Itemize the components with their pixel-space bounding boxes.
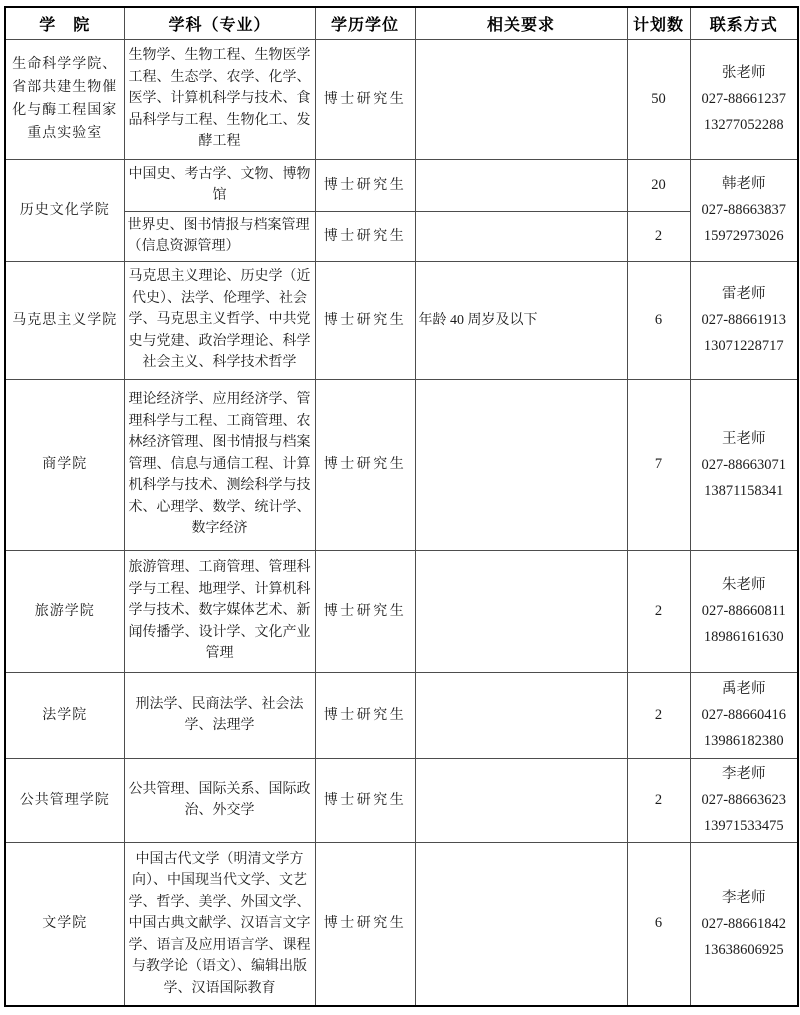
contact-phone: 027-88661237	[701, 91, 787, 107]
degree-cell: 博士研究生	[315, 379, 415, 550]
plan-cell: 6	[627, 261, 690, 379]
table-row	[5, 261, 798, 379]
college-cell: 旅游学院	[5, 550, 124, 672]
college-cell: 商学院	[5, 379, 124, 550]
table-row	[5, 39, 798, 159]
plan-cell: 20	[627, 159, 690, 211]
requirement-cell	[415, 39, 627, 159]
majors-cell: 中国史、考古学、文物、博物馆	[124, 159, 315, 211]
table-row	[5, 672, 798, 758]
table-row	[5, 550, 798, 672]
contact-phone: 13071228717	[703, 338, 784, 354]
contact-name: 李老师	[722, 766, 766, 782]
contact-phone: 18986161630	[703, 629, 784, 645]
majors-cell: 生物学、生物工程、生物医学工程、生态学、农学、化学、医学、计算机科学与技术、食品科学与工程、生物化工、发酵工程	[124, 39, 315, 159]
contact-cell	[690, 379, 798, 550]
header-majors: 学科（专业）	[124, 7, 315, 39]
contact-cell	[690, 39, 798, 159]
plan-cell: 2	[627, 758, 690, 842]
contact-cell	[690, 159, 798, 261]
contact-phone: 027-88663837	[701, 202, 787, 218]
header-plan: 计划数	[627, 7, 690, 39]
contact-phone: 13638606925	[703, 941, 784, 958]
table-header-row	[5, 7, 798, 39]
contact-name: 禹老师	[722, 681, 766, 697]
college-cell: 法学院	[5, 672, 124, 758]
college-cell: 文学院	[5, 842, 124, 1006]
requirement-cell	[415, 211, 627, 261]
contact-cell	[690, 550, 798, 672]
contact-phone: 027-88661913	[701, 312, 787, 328]
college-cell: 马克思主义学院	[5, 261, 124, 379]
header-degree: 学历学位	[315, 7, 415, 39]
table-row	[5, 379, 798, 550]
requirement-cell	[415, 379, 627, 550]
contact-phone: 13971533475	[703, 818, 784, 834]
degree-cell: 博士研究生	[315, 39, 415, 159]
requirement-cell	[415, 159, 627, 211]
table-row	[5, 159, 798, 211]
degree-cell: 博士研究生	[315, 550, 415, 672]
degree-cell: 博士研究生	[315, 211, 415, 261]
majors-cell: 旅游管理、工商管理、管理科学与工程、地理学、计算机科学与技术、数字媒体艺术、新闻传播学、设计学、文化产业管理	[124, 550, 315, 672]
recruitment-table	[4, 6, 799, 1007]
header-college: 学 院	[5, 7, 124, 39]
majors-cell: 马克思主义理论、历史学（近代史）、法学、伦理学、社会学、马克思主义哲学、中共党史与党建、政治学理论、科学社会主义、科学技术哲学	[124, 261, 315, 379]
plan-cell: 6	[627, 842, 690, 1006]
contact-cell	[690, 261, 798, 379]
contact-phone: 13871158341	[704, 482, 784, 499]
plan-cell: 7	[627, 379, 690, 550]
degree-cell: 博士研究生	[315, 159, 415, 211]
table-row	[5, 211, 798, 261]
college-cell: 生命科学学院、省部共建生物催化与酶工程国家重点实验室	[5, 39, 124, 159]
contact-name: 朱老师	[722, 577, 766, 593]
requirement-cell	[415, 758, 627, 842]
majors-cell: 公共管理、国际关系、国际政治、外交学	[124, 758, 315, 842]
requirement-cell	[415, 672, 627, 758]
plan-cell: 2	[627, 550, 690, 672]
contact-phone: 13986182380	[703, 733, 784, 749]
degree-cell: 博士研究生	[315, 758, 415, 842]
contact-phone: 13277052288	[703, 117, 784, 133]
majors-cell: 刑法学、民商法学、社会法学、法理学	[124, 672, 315, 758]
contact-cell	[690, 842, 798, 1006]
contact-name: 雷老师	[722, 286, 766, 302]
plan-cell: 50	[627, 39, 690, 159]
majors-cell: 世界史、图书情报与档案管理（信息资源管理）	[124, 211, 315, 261]
degree-cell: 博士研究生	[315, 261, 415, 379]
plan-cell: 2	[627, 672, 690, 758]
majors-cell: 理论经济学、应用经济学、管理科学与工程、工商管理、农林经济管理、图书情报与档案管理、信息与通信工程、计算机科学与技术、测绘科学与技术、心理学、数学、统计学、数字经济	[124, 379, 315, 550]
table-row	[5, 842, 798, 1006]
contact-name: 王老师	[722, 430, 766, 447]
college-cell: 公共管理学院	[5, 758, 124, 842]
contact-phone: 027-88660416	[701, 707, 787, 723]
header-contact: 联系方式	[690, 7, 798, 39]
contact-name: 李老师	[722, 889, 766, 906]
requirement-cell: 年龄 40 周岁及以下	[415, 261, 627, 379]
contact-phone: 15972973026	[703, 228, 784, 244]
header-requirement: 相关要求	[415, 7, 627, 39]
contact-phone: 027-88660811	[701, 603, 786, 619]
degree-cell: 博士研究生	[315, 672, 415, 758]
contact-name: 韩老师	[722, 176, 766, 192]
majors-cell: 中国古代文学（明清文学方向）、中国现当代文学、文艺学、哲学、美学、外国文学、中国古典文献学、汉语言文字学、语言及应用语言学、课程与教学论（语文）、编辑出版学、汉语国际教育	[124, 842, 315, 1006]
requirement-cell	[415, 842, 627, 1006]
contact-cell	[690, 758, 798, 842]
contact-phone: 027-88661842	[701, 915, 787, 932]
degree-cell: 博士研究生	[315, 842, 415, 1006]
requirement-cell	[415, 550, 627, 672]
contact-cell	[690, 672, 798, 758]
table-row	[5, 758, 798, 842]
contact-name: 张老师	[722, 65, 766, 81]
plan-cell: 2	[627, 211, 690, 261]
college-cell: 历史文化学院	[5, 159, 124, 261]
contact-phone: 027-88663071	[701, 456, 787, 473]
contact-phone: 027-88663623	[701, 792, 787, 808]
